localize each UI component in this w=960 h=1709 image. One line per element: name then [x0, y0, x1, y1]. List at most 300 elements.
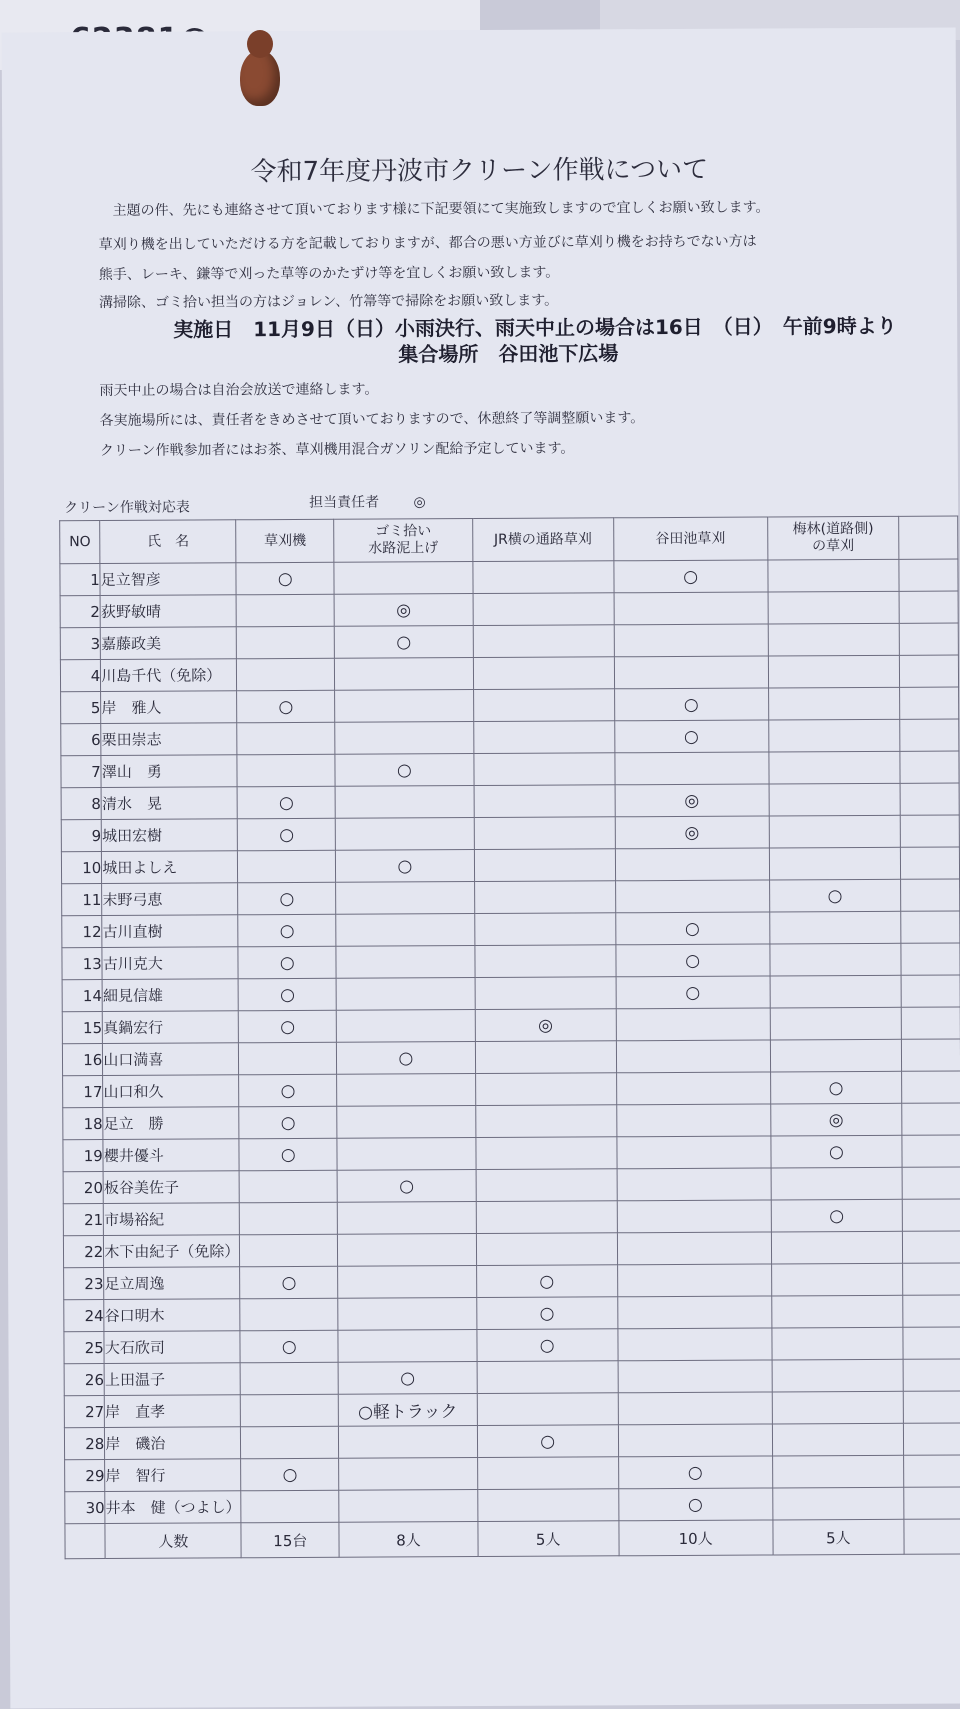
- mark-tanida-pond: ○: [615, 912, 769, 945]
- mark-plum-grove: ○: [770, 1135, 902, 1168]
- header-jr-path: JR横の通路草刈: [472, 518, 613, 562]
- mark-trash: [339, 1426, 477, 1459]
- mark-trash: [337, 1138, 475, 1171]
- mark-trash: [336, 946, 474, 979]
- roster-table: [59, 516, 960, 1560]
- table-caption: クリーン作戦対応表: [64, 499, 190, 517]
- mark-mower: ○: [238, 978, 336, 1011]
- mark-extra: [900, 719, 959, 751]
- table-row: [64, 1263, 960, 1300]
- row-number: 6: [61, 723, 101, 755]
- table-row: [62, 1007, 960, 1044]
- participant-name: 古川克大: [102, 947, 238, 980]
- row-number: 23: [64, 1267, 104, 1299]
- mark-plum-grove: [770, 1007, 902, 1040]
- mark-trash: [338, 1234, 476, 1267]
- mark-tanida-pond: ◎: [615, 816, 769, 849]
- mark-jr-path: [473, 753, 614, 786]
- mark-extra: [903, 1391, 960, 1423]
- mark-jr-path: ○: [477, 1329, 618, 1362]
- mark-extra: [899, 591, 958, 623]
- table-row: [64, 1359, 960, 1396]
- intro-line-3: 熊手、レーキ、鎌等で刈った草等のかたずけ等を宜しくお願い致します。: [98, 264, 560, 284]
- mark-mower: [236, 594, 334, 627]
- mark-mower: ○: [237, 786, 335, 819]
- mark-tanida-pond: [617, 1168, 771, 1201]
- mark-tanida-pond: [617, 1296, 771, 1329]
- mark-extra: [904, 1487, 960, 1519]
- total-mower: 15台: [241, 1522, 339, 1558]
- total-plum-grove: 5人: [772, 1519, 904, 1555]
- mark-mower: ○: [240, 1266, 338, 1299]
- row-number: 11: [62, 883, 102, 915]
- mark-mower: [238, 850, 336, 883]
- row-number: 27: [64, 1395, 104, 1427]
- mark-trash: [336, 818, 474, 851]
- mark-jr-path: [476, 1169, 617, 1202]
- participant-name: 山口和久: [103, 1075, 239, 1108]
- participant-name: 岸 雅人: [101, 691, 237, 724]
- mark-plum-grove: ○: [771, 1199, 903, 1232]
- mark-mower: ○: [238, 882, 336, 915]
- mark-extra: [901, 975, 960, 1007]
- table-row: [65, 1487, 960, 1524]
- mark-extra: [901, 1007, 960, 1039]
- mark-plum-grove: [771, 1167, 903, 1200]
- mark-plum-grove: [771, 1231, 903, 1264]
- mark-mower: ○: [240, 1330, 338, 1363]
- table-row: [61, 751, 959, 788]
- mark-tanida-pond: [617, 1136, 771, 1169]
- mark-jr-path: [473, 593, 614, 626]
- mark-extra: [903, 1295, 960, 1327]
- mark-extra: [902, 1135, 960, 1167]
- mark-jr-path: [475, 1105, 616, 1138]
- mark-plum-grove: ○: [770, 1071, 902, 1104]
- mark-tanida-pond: [617, 1200, 771, 1233]
- mark-mower: ○: [237, 690, 335, 723]
- mark-plum-grove: ◎: [770, 1103, 902, 1136]
- total-extra: [904, 1519, 960, 1554]
- mark-plum-grove: [767, 559, 899, 592]
- row-number: 16: [62, 1043, 102, 1075]
- mark-trash: [339, 1490, 477, 1523]
- participant-name: 城田宏樹: [102, 819, 238, 852]
- mark-plum-grove: [771, 1327, 903, 1360]
- mark-tanida-pond: ○: [614, 720, 768, 753]
- mark-tanida-pond: [616, 1104, 770, 1137]
- table-row: [64, 1423, 960, 1460]
- mark-jr-path: ○: [476, 1297, 617, 1330]
- table-row: [65, 1455, 960, 1492]
- mark-jr-path: [473, 625, 614, 658]
- mark-jr-path: [474, 849, 615, 882]
- mark-mower: ○: [238, 818, 336, 851]
- mark-jr-path: ○: [476, 1265, 617, 1298]
- mark-extra: [902, 1071, 960, 1103]
- mark-trash: ○: [336, 850, 474, 883]
- table-row: [63, 1199, 960, 1236]
- participant-name: 清水 晃: [101, 787, 237, 820]
- row-number: 26: [64, 1363, 104, 1395]
- mark-trash: [338, 1202, 476, 1235]
- mark-plum-grove: [769, 943, 901, 976]
- mark-tanida-pond: [617, 1232, 771, 1265]
- responsible-mark: ◎: [413, 494, 426, 511]
- mark-extra: [900, 815, 959, 847]
- push-pin: [240, 30, 280, 110]
- mark-jr-path: [473, 721, 614, 754]
- header-tanida-pond: 谷田池草刈: [613, 517, 767, 561]
- table-row: [62, 1039, 960, 1076]
- participant-name: 板谷美佐子: [103, 1171, 239, 1204]
- mark-mower: [240, 1234, 338, 1267]
- row-number: 22: [63, 1235, 103, 1267]
- mark-plum-grove: [768, 591, 900, 624]
- mark-extra: [902, 1167, 960, 1199]
- row-number: 21: [63, 1203, 103, 1235]
- table-row: [62, 975, 960, 1012]
- mark-extra: [901, 911, 960, 943]
- participant-name: 足立周逸: [104, 1267, 240, 1300]
- row-number: 8: [61, 787, 101, 819]
- table-row: [61, 847, 959, 884]
- mark-tanida-pond: [615, 752, 769, 785]
- mark-extra: [899, 623, 958, 655]
- mark-trash: [336, 978, 474, 1011]
- mark-plum-grove: [771, 1263, 903, 1296]
- participant-name: 足立智彦: [100, 563, 236, 596]
- participant-name: 上田温子: [104, 1363, 240, 1396]
- row-number: 29: [65, 1459, 105, 1491]
- header-plum-grove: 梅林(道路側) の草刈: [767, 516, 899, 560]
- mark-trash: [335, 786, 473, 819]
- participant-name: 川島千代（免除）: [101, 659, 237, 692]
- mark-jr-path: [476, 1137, 617, 1170]
- mark-mower: [241, 1490, 339, 1523]
- mark-plum-grove: [768, 751, 900, 784]
- mark-jr-path: ◎: [475, 1009, 616, 1042]
- mark-mower: [237, 658, 335, 691]
- mark-trash: [339, 1458, 477, 1491]
- table-row: [64, 1391, 960, 1428]
- mark-mower: [239, 1042, 337, 1075]
- mark-tanida-pond: [618, 1360, 772, 1393]
- participant-name: 木下由紀子（免除）: [104, 1235, 240, 1268]
- mark-trash: [338, 1330, 476, 1363]
- table-row: [64, 1327, 960, 1364]
- mark-tanida-pond: ○: [618, 1456, 772, 1489]
- totals-label: 人数: [105, 1523, 241, 1559]
- mark-trash: [337, 1074, 475, 1107]
- mark-tanida-pond: [616, 1072, 770, 1105]
- mark-tanida-pond: ○: [618, 1488, 772, 1521]
- row-number: 25: [64, 1331, 104, 1363]
- participant-name: 岸 智行: [105, 1459, 241, 1492]
- totals-blank: [65, 1523, 105, 1558]
- mark-mower: [240, 1362, 338, 1395]
- participant-name: 谷口明木: [104, 1299, 240, 1332]
- mark-tanida-pond: [616, 1040, 770, 1073]
- table-row: [63, 1167, 960, 1204]
- participant-name: 古川直樹: [102, 915, 238, 948]
- mark-plum-grove: [770, 1039, 902, 1072]
- participant-name: 市場裕紀: [104, 1203, 240, 1236]
- mark-plum-grove: [772, 1359, 904, 1392]
- roster-body: [60, 559, 960, 1524]
- mark-mower: [237, 722, 335, 755]
- header-mower: 草刈機: [236, 519, 334, 563]
- mark-tanida-pond: [615, 880, 769, 913]
- mark-extra: [902, 1199, 960, 1231]
- mark-mower: [241, 1394, 339, 1427]
- row-number: 2: [60, 595, 100, 627]
- mark-plum-grove: [768, 687, 900, 720]
- mark-tanida-pond: [618, 1392, 772, 1425]
- mark-plum-grove: [768, 655, 900, 688]
- table-row: [60, 623, 958, 660]
- table-row: [62, 911, 960, 948]
- mark-extra: [901, 847, 960, 879]
- participant-name: 足立 勝: [103, 1107, 239, 1140]
- mark-tanida-pond: [614, 656, 768, 689]
- mark-trash: ○軽トラック: [339, 1394, 477, 1427]
- total-tanida-pond: 10人: [619, 1520, 773, 1556]
- mark-extra: [903, 1359, 960, 1391]
- row-number: 3: [60, 627, 100, 659]
- mark-tanida-pond: [618, 1424, 772, 1457]
- mark-jr-path: [477, 1489, 618, 1522]
- header-trash: ゴミ拾い 水路泥上げ: [334, 519, 473, 563]
- participant-name: 大石欣司: [104, 1331, 240, 1364]
- row-number: 30: [65, 1491, 105, 1523]
- participant-name: 山口満喜: [103, 1043, 239, 1076]
- row-number: 14: [62, 979, 102, 1011]
- mark-trash: ○: [335, 626, 473, 659]
- participant-name: 岸 磯治: [105, 1427, 241, 1460]
- mark-plum-grove: [769, 783, 901, 816]
- table-row: [62, 879, 960, 916]
- participant-name: 真鍋宏行: [103, 1011, 239, 1044]
- note-line-2: 各実施場所には、責任者をきめさせて頂いておりますので、休憩終了等調整願います。: [99, 410, 645, 430]
- mark-trash: [335, 658, 473, 691]
- mark-jr-path: [474, 945, 615, 978]
- row-number: 19: [63, 1139, 103, 1171]
- table-row: [63, 1103, 960, 1140]
- table-row: [60, 559, 958, 596]
- mark-jr-path: [477, 1457, 618, 1490]
- mark-plum-grove: [772, 1391, 904, 1424]
- mark-plum-grove: [771, 1295, 903, 1328]
- mark-plum-grove: ○: [769, 879, 901, 912]
- mark-tanida-pond: ○: [616, 944, 770, 977]
- header-extra: [899, 516, 958, 559]
- mark-plum-grove: [769, 815, 901, 848]
- row-number: 18: [63, 1107, 103, 1139]
- table-row: [61, 815, 959, 852]
- mark-tanida-pond: ◎: [615, 784, 769, 817]
- mark-jr-path: [474, 913, 615, 946]
- mark-jr-path: [473, 657, 614, 690]
- mark-mower: ○: [239, 1138, 337, 1171]
- mark-trash: [337, 1010, 475, 1043]
- mark-trash: [335, 690, 473, 723]
- row-number: 5: [61, 691, 101, 723]
- meeting-place-line: 集合場所 谷田池下広場: [398, 341, 619, 367]
- mark-tanida-pond: ○: [614, 688, 768, 721]
- responsible-legend: [309, 491, 426, 512]
- mark-extra: [901, 879, 960, 911]
- mark-jr-path: [474, 881, 615, 914]
- mark-extra: [900, 783, 959, 815]
- mark-trash: [334, 562, 472, 595]
- mark-mower: ○: [239, 1074, 337, 1107]
- mark-extra: [903, 1263, 960, 1295]
- intro-line-4: 溝掃除、ゴミ拾い担当の方はジョレン、竹箒等で掃除をお願い致します。: [98, 292, 559, 312]
- mark-trash: ○: [335, 754, 473, 787]
- mark-mower: ○: [239, 1010, 337, 1043]
- mark-plum-grove: [769, 911, 901, 944]
- mark-mower: ○: [238, 946, 336, 979]
- table-row: [63, 1135, 960, 1172]
- mark-extra: [900, 751, 959, 783]
- participant-name: 櫻井優斗: [103, 1139, 239, 1172]
- mark-mower: ○: [241, 1458, 339, 1491]
- header-no: NO: [60, 521, 101, 564]
- mark-jr-path: [474, 817, 615, 850]
- mark-plum-grove: [772, 1455, 904, 1488]
- table-header-row: [60, 516, 958, 564]
- mark-mower: [237, 754, 335, 787]
- notice-paper: [2, 28, 960, 1709]
- intro-line-1: 主題の件、先にも連絡させて頂いております様に下記要領にて実施致しますので宜しくお願い致します。: [112, 199, 770, 219]
- table-row: [63, 1071, 960, 1108]
- mark-trash: [338, 1298, 476, 1331]
- participant-name: 澤山 勇: [101, 755, 237, 788]
- mark-extra: [900, 687, 959, 719]
- mark-mower: ○: [236, 562, 334, 595]
- mark-plum-grove: [770, 975, 902, 1008]
- row-number: 13: [62, 947, 102, 979]
- participant-name: 嘉藤政美: [101, 627, 237, 660]
- mark-extra: [904, 1455, 960, 1487]
- intro-line-2: 草刈り機を出していただける方を記載しておりますが、都合の悪い方並びに草刈り機をお持ちでない方は: [98, 233, 757, 254]
- table-row: [62, 943, 960, 980]
- mark-trash: [335, 722, 473, 755]
- mark-trash: [337, 1106, 475, 1139]
- table-row: [63, 1231, 960, 1268]
- mark-trash: [336, 914, 474, 947]
- note-line-1: 雨天中止の場合は自治会放送で連絡します。: [99, 381, 379, 400]
- mark-trash: [336, 882, 474, 915]
- table-row: [61, 687, 959, 724]
- row-number: 10: [61, 851, 101, 883]
- total-trash: 8人: [339, 1522, 477, 1558]
- mark-tanida-pond: [618, 1328, 772, 1361]
- totals-row: [65, 1519, 960, 1559]
- mark-jr-path: [474, 785, 615, 818]
- mark-tanida-pond: [617, 1264, 771, 1297]
- header-name: 氏 名: [100, 520, 236, 564]
- row-number: 9: [61, 819, 101, 851]
- row-number: 20: [63, 1171, 103, 1203]
- mark-plum-grove: [772, 1423, 904, 1456]
- row-number: 4: [60, 659, 100, 691]
- row-number: 15: [62, 1011, 102, 1043]
- mark-extra: [904, 1423, 960, 1455]
- mark-jr-path: [475, 977, 616, 1010]
- mark-extra: [902, 1039, 960, 1071]
- mark-extra: [903, 1231, 960, 1263]
- responsible-label: 担当責任者: [309, 494, 380, 511]
- participant-name: 井本 健（つよし）: [105, 1491, 241, 1524]
- mark-trash: ○: [337, 1170, 475, 1203]
- row-number: 17: [63, 1075, 103, 1107]
- mark-mower: [241, 1426, 339, 1459]
- mark-mower: [240, 1202, 338, 1235]
- table-row: [61, 783, 959, 820]
- mark-plum-grove: [768, 623, 900, 656]
- mark-plum-grove: [768, 719, 900, 752]
- mark-trash: ○: [338, 1362, 476, 1395]
- notice-title: 令和7年度丹波市クリーン作戦について: [250, 154, 709, 188]
- mark-jr-path: [476, 1233, 617, 1266]
- mark-extra: [902, 1103, 960, 1135]
- participant-name: 末野弓恵: [102, 883, 238, 916]
- mark-extra: [899, 559, 958, 591]
- mark-mower: [240, 1298, 338, 1331]
- participant-name: 細見信雄: [102, 979, 238, 1012]
- row-number: 28: [64, 1427, 104, 1459]
- mark-jr-path: [475, 1073, 616, 1106]
- mark-mower: ○: [239, 1106, 337, 1139]
- mark-plum-grove: [772, 1487, 904, 1520]
- participant-name: 荻野敏晴: [100, 595, 236, 628]
- mark-tanida-pond: [616, 1008, 770, 1041]
- participant-name: 城田よしえ: [102, 851, 238, 884]
- mark-tanida-pond: ○: [614, 560, 768, 593]
- mark-trash: ◎: [334, 594, 472, 627]
- mark-jr-path: [473, 689, 614, 722]
- event-date-line: 実施日 11月9日（日）小雨決行、雨天中止の場合は16日 （日） 午前9時より: [173, 313, 897, 342]
- table-row: [60, 591, 958, 628]
- note-line-3: クリーン作戦参加者にはお茶、草刈機用混合ガソリン配給予定しています。: [99, 440, 575, 460]
- mark-trash: ○: [337, 1042, 475, 1075]
- mark-extra: [901, 943, 960, 975]
- mark-trash: [338, 1266, 476, 1299]
- mark-jr-path: [477, 1361, 618, 1394]
- table-row: [64, 1295, 960, 1332]
- row-number: 24: [64, 1299, 104, 1331]
- mark-extra: [903, 1327, 960, 1359]
- mark-tanida-pond: [614, 592, 768, 625]
- mark-tanida-pond: [614, 624, 768, 657]
- row-number: 1: [60, 564, 100, 596]
- participant-name: 栗田崇志: [101, 723, 237, 756]
- table-row: [61, 719, 959, 756]
- mark-plum-grove: [769, 847, 901, 880]
- mark-jr-path: [477, 1393, 618, 1426]
- total-jr-path: 5人: [478, 1521, 619, 1557]
- mark-jr-path: [472, 561, 613, 594]
- row-number: 12: [62, 915, 102, 947]
- mark-jr-path: [476, 1201, 617, 1234]
- mark-tanida-pond: ○: [616, 976, 770, 1009]
- mark-tanida-pond: [615, 848, 769, 881]
- mark-mower: ○: [238, 914, 336, 947]
- mark-jr-path: ○: [477, 1425, 618, 1458]
- mark-jr-path: [475, 1041, 616, 1074]
